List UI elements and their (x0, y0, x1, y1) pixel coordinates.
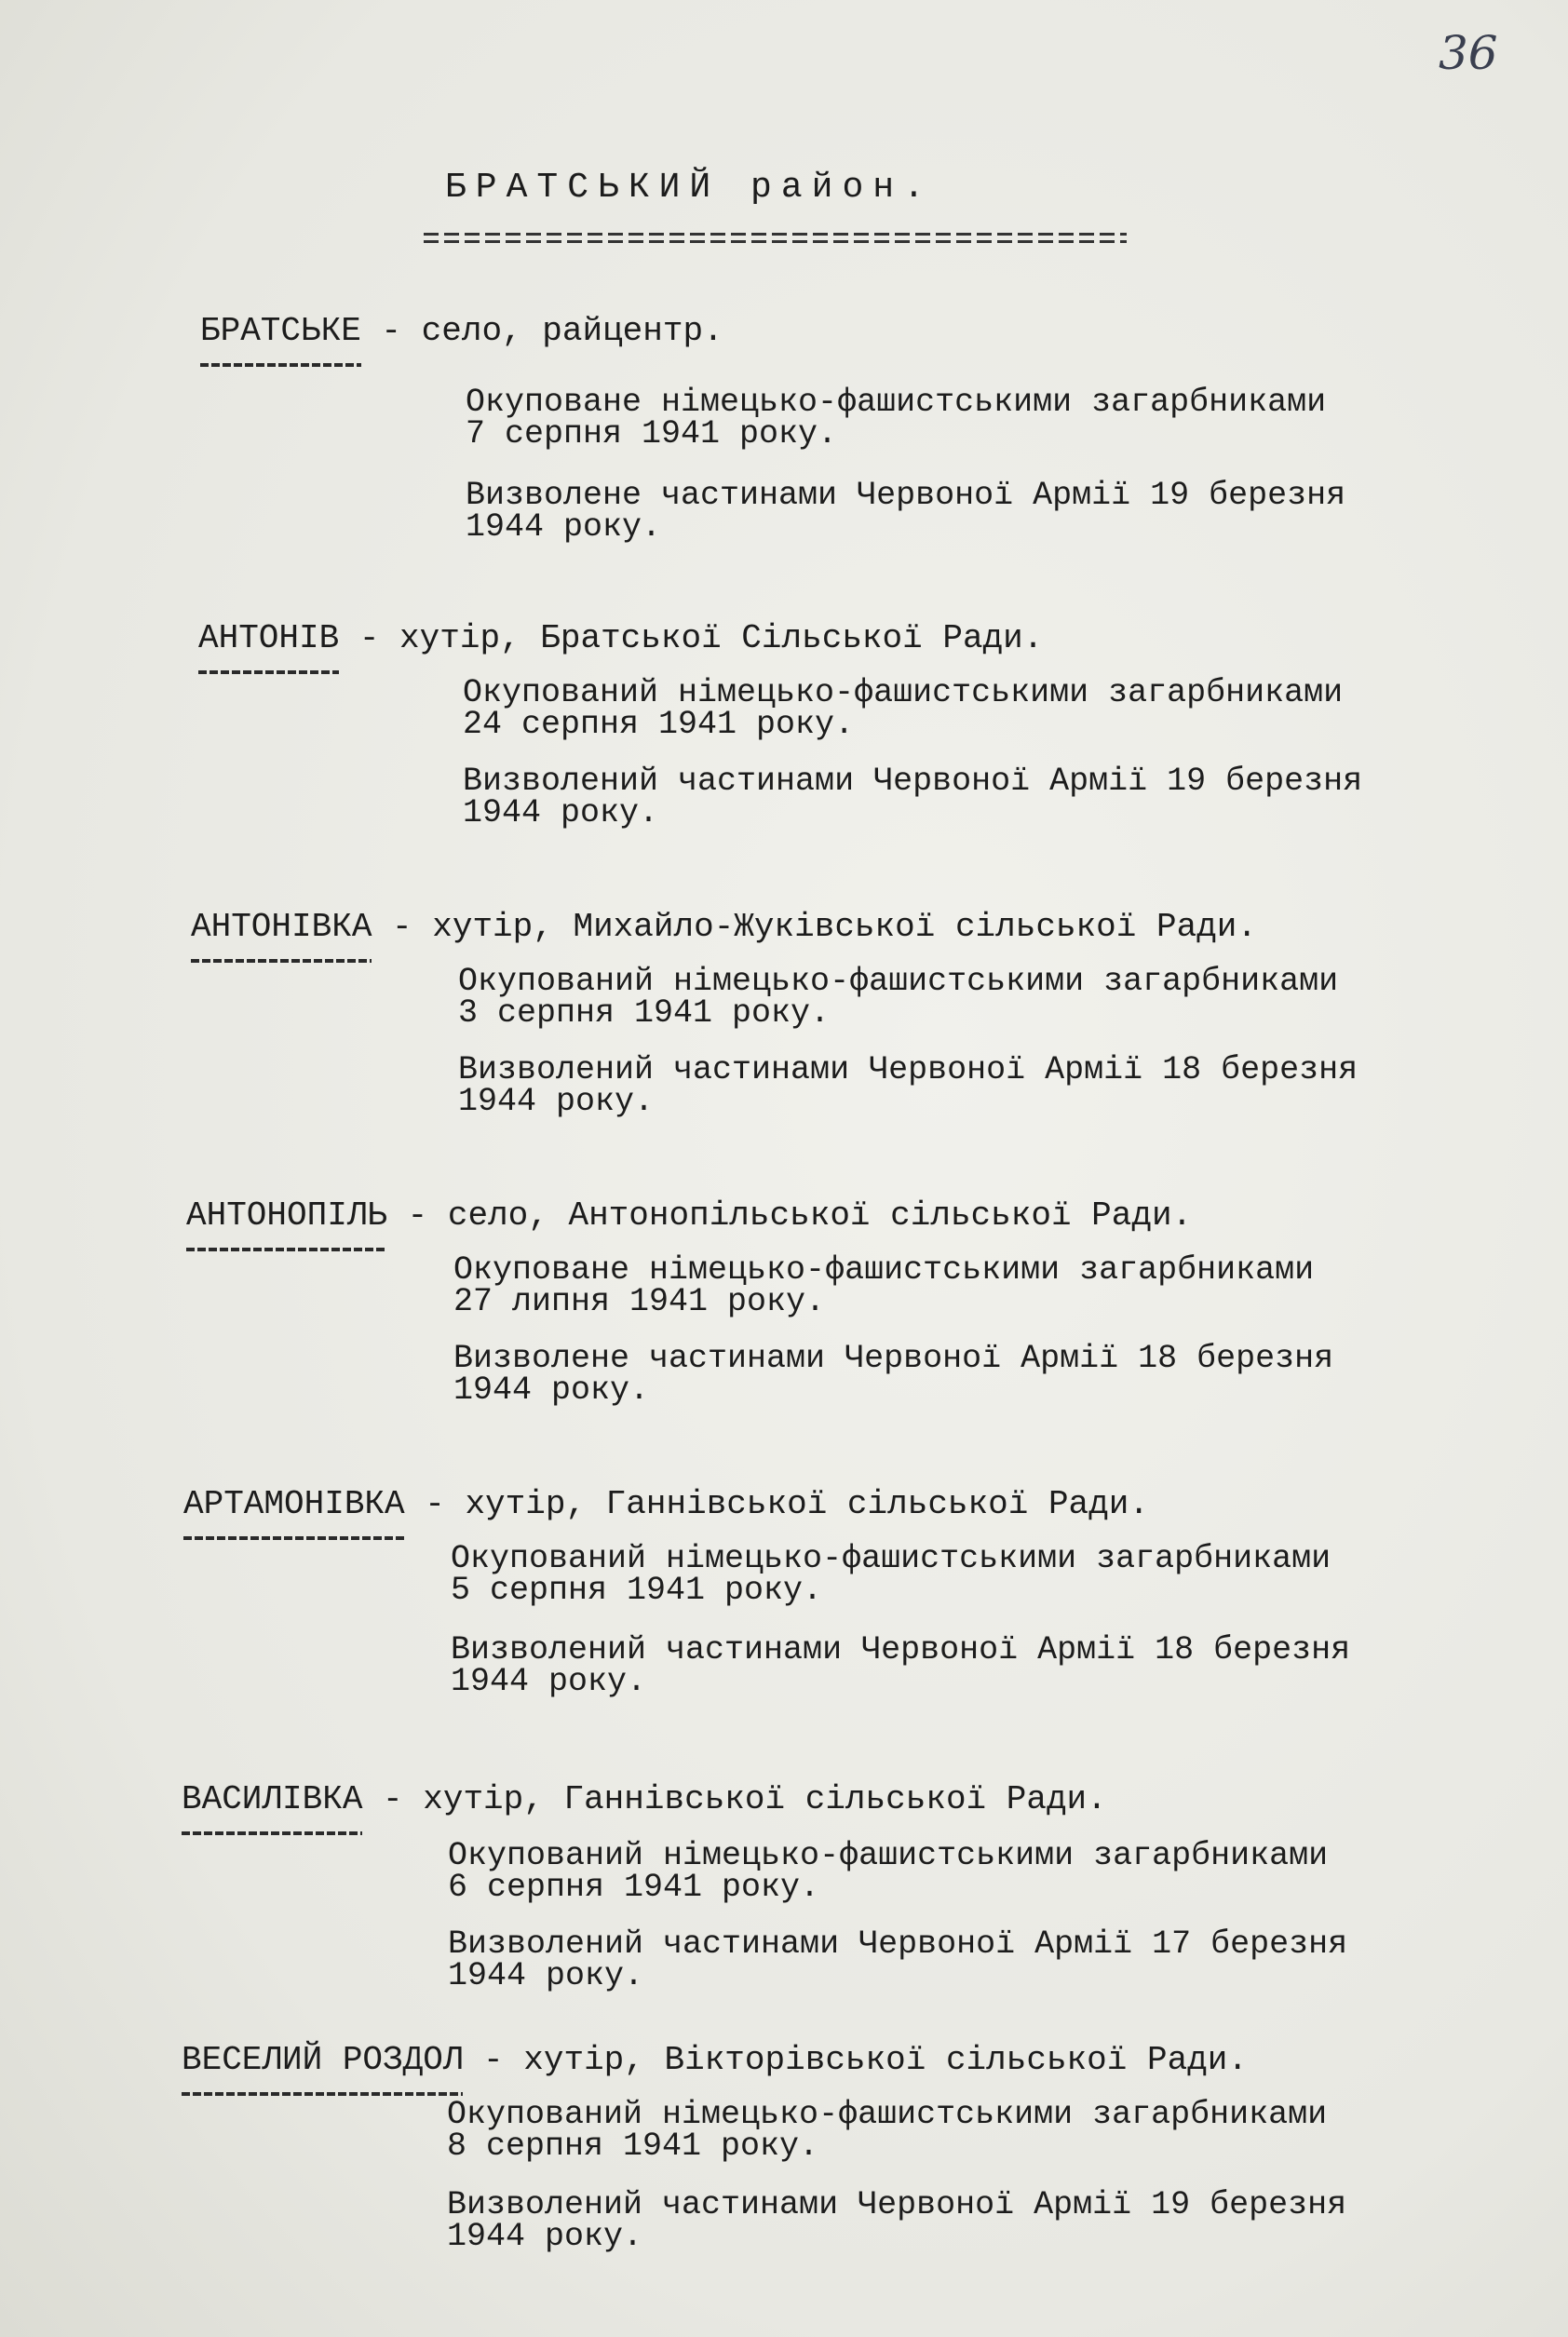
settlement-name: ВЕСЕЛИЙ РОЗДОЛ (182, 2041, 464, 2079)
liberation-line-1: Визволене частинами Червоної Армії 18 березня (453, 1340, 1334, 1377)
entry-heading (198, 619, 1043, 657)
liberation-line-1: Визволене частинами Червоної Армії 19 березня (466, 477, 1346, 514)
entry-heading (200, 312, 723, 350)
entry-heading (183, 1485, 1149, 1523)
liberation-line-1: Визволений частинами Червоної Армії 18 березня (458, 1051, 1358, 1088)
settlement-description: - хутір, Михайло-Жуківської сільської Ради. (372, 908, 1257, 946)
occupation-line-1: Окупований німецько-фашистськими загарбниками (458, 963, 1339, 1000)
entry-heading (182, 2041, 1248, 2079)
page-number: 36 (1439, 26, 1498, 80)
page-title: БРАТСЬКИЙ район. (445, 168, 934, 208)
liberation-line-2: 1944 року. (463, 794, 659, 831)
occupation-line-1: Окупований німецько-фашистськими загарбниками (451, 1540, 1331, 1577)
occupation-line-1: Окуповане німецько-фашистськими загарбниками (466, 384, 1327, 421)
occupation-line-2: 7 серпня 1941 року. (466, 415, 838, 453)
settlement-description: - хутір, Ганнівської сільської Ради. (404, 1485, 1149, 1523)
liberation-line-2: 1944 року. (453, 1371, 650, 1409)
settlement-description: - хутір, Ганнівської сільської Ради. (362, 1780, 1107, 1818)
liberation-line-2: 1944 року. (448, 1957, 644, 1994)
liberation-line-2: 1944 року. (466, 508, 662, 546)
liberation-line-1: Визволений частинами Червоної Армії 18 березня (451, 1631, 1351, 1668)
liberation-line-2: 1944 року. (447, 2218, 643, 2255)
liberation-line-1: Визволений частинами Червоної Армії 19 березня (447, 2186, 1347, 2223)
occupation-line-2: 5 серпня 1941 року. (451, 1572, 823, 1609)
settlement-name: БРАТСЬКЕ (200, 312, 361, 350)
title-underline (424, 233, 1127, 246)
entry-heading (186, 1196, 1192, 1235)
occupation-line-1: Окупований німецько-фашистськими загарбниками (447, 2096, 1328, 2133)
settlement-name: АРТАМОНІВКА (183, 1485, 405, 1523)
occupation-line-2: 27 липня 1941 року. (453, 1283, 826, 1320)
occupation-line-2: 24 серпня 1941 року. (463, 706, 855, 743)
settlement-name: АНТОНІВКА (191, 908, 372, 946)
settlement-description: - хутір, Братської Сільської Ради. (339, 619, 1044, 657)
occupation-line-2: 8 серпня 1941 року. (447, 2128, 819, 2165)
liberation-line-1: Визволений частинами Червоної Армії 17 березня (448, 1925, 1348, 1963)
settlement-name: АНТОНІВ (198, 619, 340, 657)
settlement-description: - село, Антонопільської сільської Ради. (387, 1196, 1193, 1235)
occupation-line-1: Окуповане німецько-фашистськими загарбниками (453, 1251, 1315, 1289)
entry-heading (191, 908, 1257, 946)
entry-heading (182, 1780, 1107, 1818)
settlement-name: ВАСИЛІВКА (182, 1780, 363, 1818)
liberation-line-1: Визволений частинами Червоної Армії 19 березня (463, 763, 1363, 800)
occupation-line-2: 3 серпня 1941 року. (458, 994, 831, 1032)
occupation-line-1: Окупований німецько-фашистськими загарбниками (463, 674, 1344, 711)
occupation-line-1: Окупований німецько-фашистськими загарбниками (448, 1837, 1329, 1874)
liberation-line-2: 1944 року. (458, 1083, 655, 1120)
occupation-line-2: 6 серпня 1941 року. (448, 1869, 820, 1906)
settlement-description: - село, райцентр. (360, 312, 723, 350)
liberation-line-2: 1944 року. (451, 1663, 647, 1700)
settlement-description: - хутір, Вікторівської сільської Ради. (463, 2041, 1248, 2079)
settlement-name: АНТОНОПІЛЬ (186, 1196, 388, 1235)
